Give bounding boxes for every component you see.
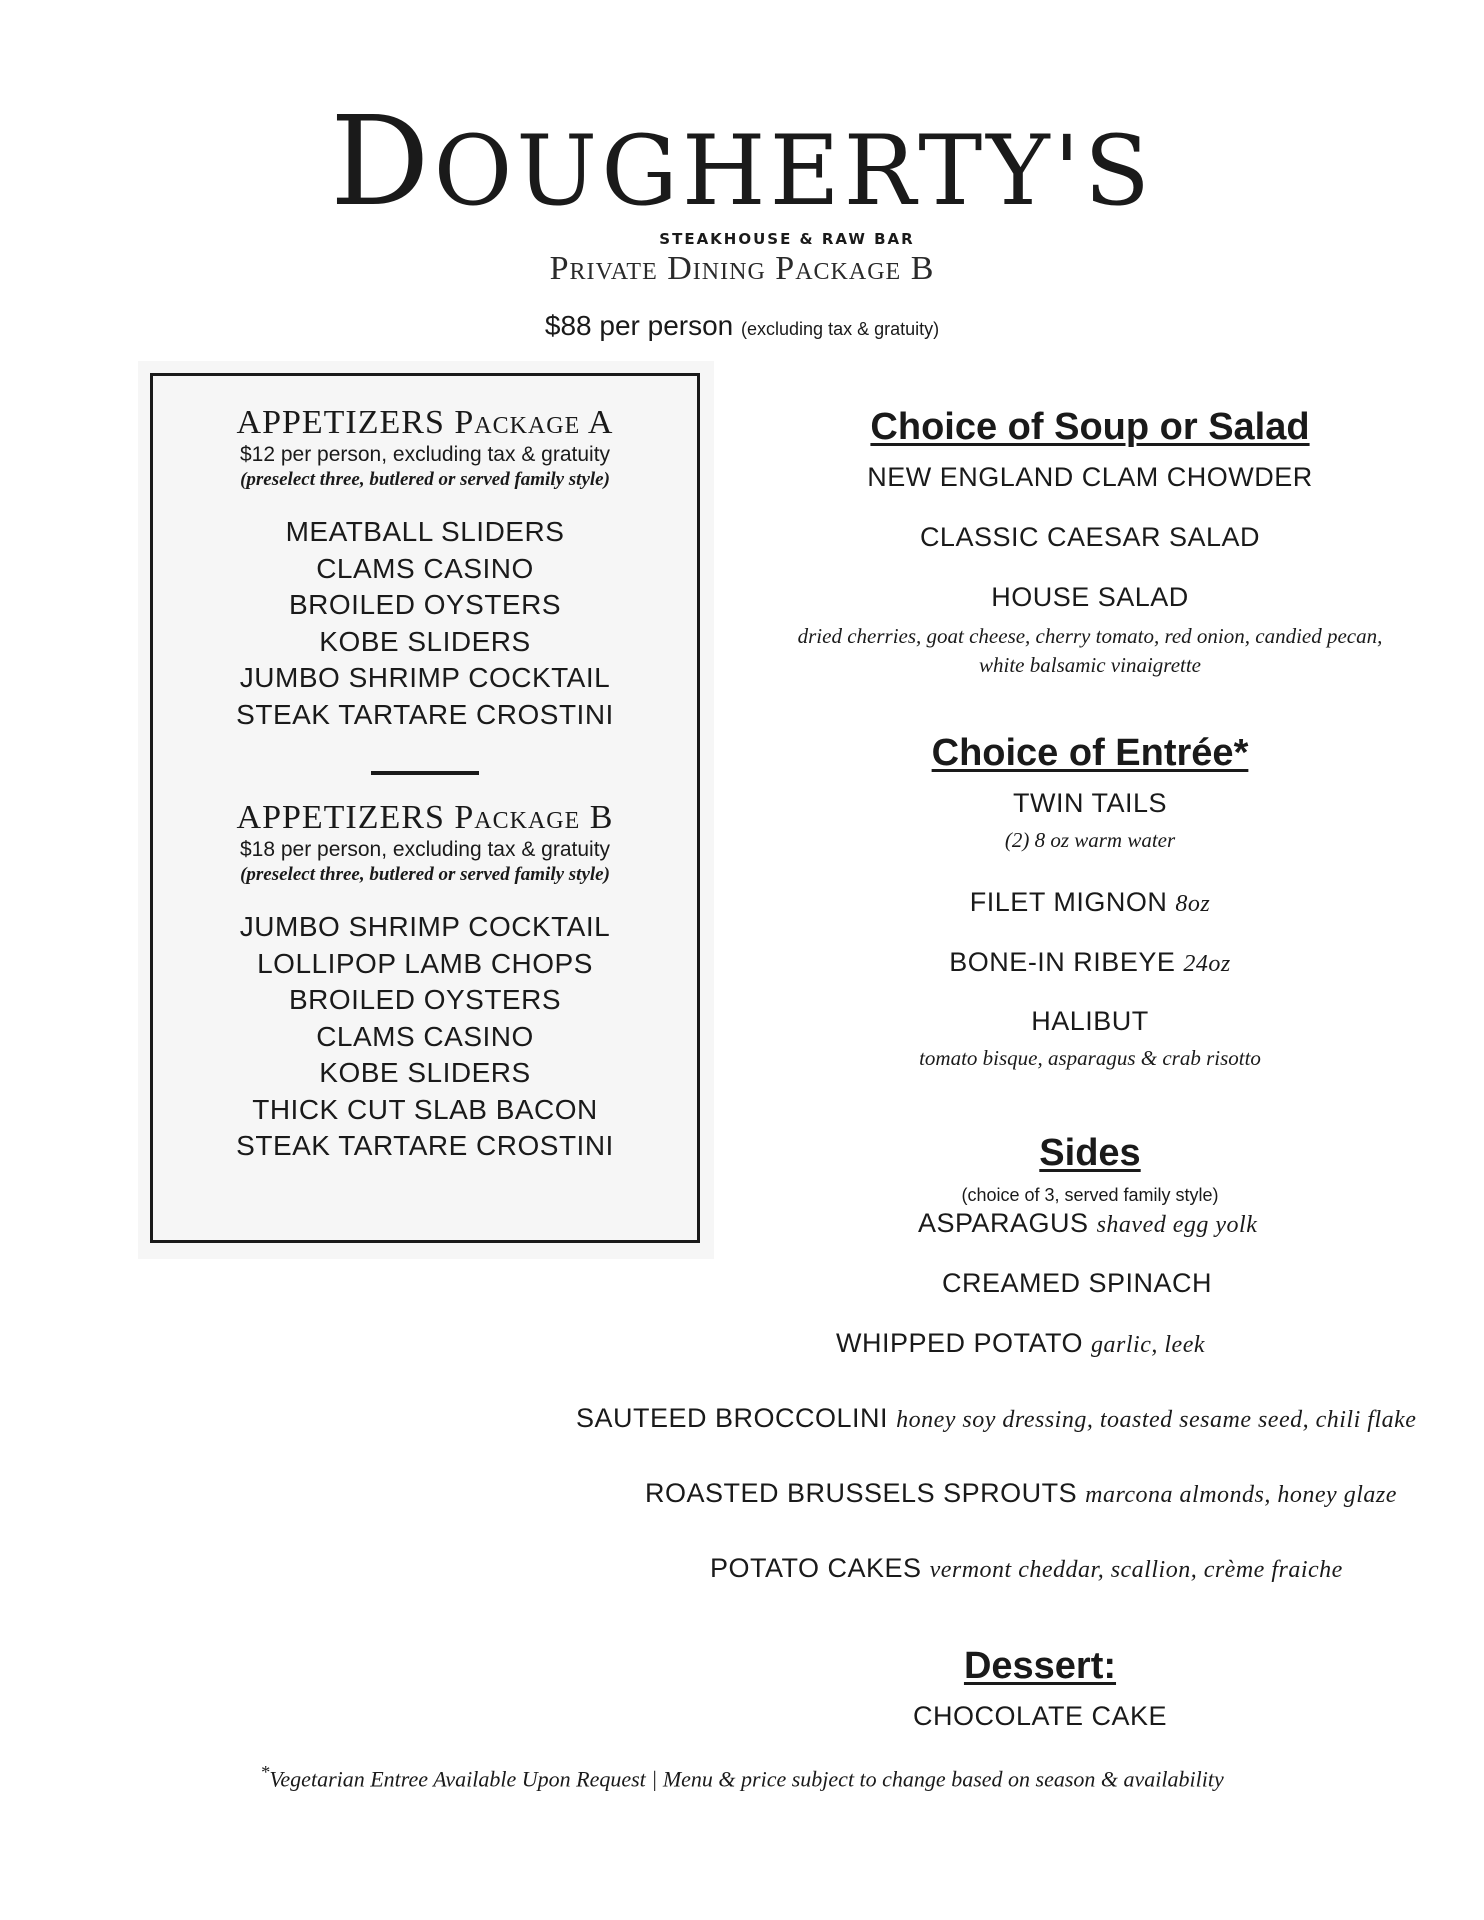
- side-name: WHIPPED POTATO: [836, 1328, 1084, 1358]
- sides-note: (choice of 3, served family style): [961, 1185, 1219, 1205]
- section-divider: [371, 771, 479, 775]
- list-item: STEAK TARTARE CROSTINI: [236, 1130, 614, 1161]
- filet-size: 8oz: [1175, 891, 1211, 917]
- ribeye-size: 24oz: [1183, 951, 1231, 977]
- appetizers-b-list: [153, 909, 697, 1165]
- side-name: POTATO CAKES: [710, 1553, 922, 1583]
- side-item-potato-cakes: [710, 1555, 1343, 1582]
- twin-tails-description: (2) 8 oz warm water: [1004, 828, 1176, 852]
- appetizers-a-section: [153, 406, 697, 733]
- house-salad-desc-line-1: dried cherries, goat cheese, cherry tomato, red onion, candied pecan,: [797, 624, 1383, 648]
- entree-item-twin-tails: TWIN TAILS: [1012, 788, 1167, 818]
- appetizers-b-price: $18 per person, excluding tax & gratuity: [239, 838, 611, 861]
- package-price-note: (excluding tax & gratuity): [741, 319, 940, 339]
- list-item: BROILED OYSTERS: [288, 984, 561, 1015]
- list-item: MEATBALL SLIDERS: [285, 516, 565, 547]
- logo-initial: D: [330, 90, 434, 234]
- side-name: SAUTEED BROCCOLINI: [576, 1403, 889, 1433]
- restaurant-logo: [0, 90, 1484, 248]
- halibut-description: tomato bisque, asparagus & crab risotto: [919, 1046, 1261, 1070]
- appetizer-box: [150, 373, 700, 1243]
- appetizers-a-list: [153, 514, 697, 733]
- soup-salad-title: Choice of Soup or Salad: [870, 406, 1310, 448]
- list-item: BROILED OYSTERS: [288, 589, 561, 620]
- side-item-creamed-spinach: CREAMED SPINACH: [942, 1268, 1213, 1298]
- package-title: Private Dining Package B: [549, 250, 935, 287]
- list-item: STEAK TARTARE CROSTINI: [236, 698, 614, 730]
- appetizers-b-title: APPETIZERS Package B: [236, 799, 614, 836]
- appetizers-a-title: APPETIZERS Package A: [236, 404, 614, 441]
- footer-asterisk: *: [260, 1762, 270, 1782]
- list-item: CLAMS CASINO: [316, 1020, 534, 1052]
- list-item: JUMBO SHRIMP COCKTAIL: [239, 662, 611, 693]
- side-item-whipped-potato: [836, 1330, 1205, 1357]
- side-item-broccolini: [576, 1405, 1416, 1432]
- side-name: ASPARAGUS: [918, 1208, 1089, 1238]
- salad-item-house: HOUSE SALAD: [991, 582, 1189, 612]
- appetizers-a-note: (preselect three, butlered or served family style): [240, 469, 610, 490]
- dessert-title: Dessert:: [963, 1645, 1117, 1687]
- filet-name: FILET MIGNON: [969, 887, 1168, 917]
- logo-tagline: STEAKHOUSE & RAW BAR: [659, 230, 915, 248]
- appetizers-a-price: $12 per person, excluding tax & gratuity: [239, 443, 611, 466]
- list-item: CLAMS CASINO: [316, 552, 534, 584]
- salad-item-caesar: CLASSIC CAESAR SALAD: [919, 522, 1261, 552]
- side-description: garlic, leek: [1091, 1332, 1205, 1358]
- entree-title: Choice of Entrée*: [931, 732, 1249, 774]
- dessert-item-chocolate-cake: CHOCOLATE CAKE: [912, 1701, 1168, 1731]
- side-name: ROASTED BRUSSELS SPROUTS: [645, 1478, 1078, 1508]
- soup-item-clam-chowder: NEW ENGLAND CLAM CHOWDER: [867, 462, 1313, 492]
- ribeye-name: BONE-IN RIBEYE: [949, 947, 1176, 977]
- package-price-line: [0, 310, 1484, 342]
- appetizers-b-section: [153, 801, 697, 1165]
- list-item: LOLLIPOP LAMB CHOPS: [257, 947, 593, 979]
- list-item: THICK CUT SLAB BACON: [252, 1093, 598, 1125]
- side-item-brussels-sprouts: [645, 1480, 1397, 1507]
- logo-wordmark: OUGHERTY'S: [433, 115, 1154, 227]
- side-item-asparagus: [918, 1210, 1257, 1237]
- entree-item-filet: [780, 889, 1400, 916]
- side-description: marcona almonds, honey glaze: [1085, 1482, 1397, 1508]
- side-description: shaved egg yolk: [1096, 1212, 1258, 1238]
- footer-note: [0, 1762, 1484, 1792]
- entree-item-ribeye: [780, 949, 1400, 976]
- section-divider-wrap: [153, 771, 697, 775]
- list-item: JUMBO SHRIMP COCKTAIL: [239, 911, 611, 942]
- entree-item-halibut: HALIBUT: [1031, 1006, 1149, 1036]
- list-item: KOBE SLIDERS: [319, 1057, 531, 1088]
- footer-text: Vegetarian Entree Available Upon Request | Menu & price subject to change based on season & availability: [269, 1766, 1224, 1792]
- sides-title: Sides: [1039, 1132, 1141, 1174]
- house-salad-desc-line-2: white balsamic vinaigrette: [978, 653, 1202, 678]
- list-item: KOBE SLIDERS: [319, 625, 531, 657]
- appetizers-b-note: (preselect three, butlered or served family style): [240, 864, 610, 885]
- side-description: honey soy dressing, toasted sesame seed, chili flake: [896, 1407, 1417, 1433]
- package-price: $88 per person: [544, 310, 734, 341]
- side-description: vermont cheddar, scallion, crème fraiche: [929, 1557, 1343, 1583]
- house-salad-description: [760, 622, 1420, 681]
